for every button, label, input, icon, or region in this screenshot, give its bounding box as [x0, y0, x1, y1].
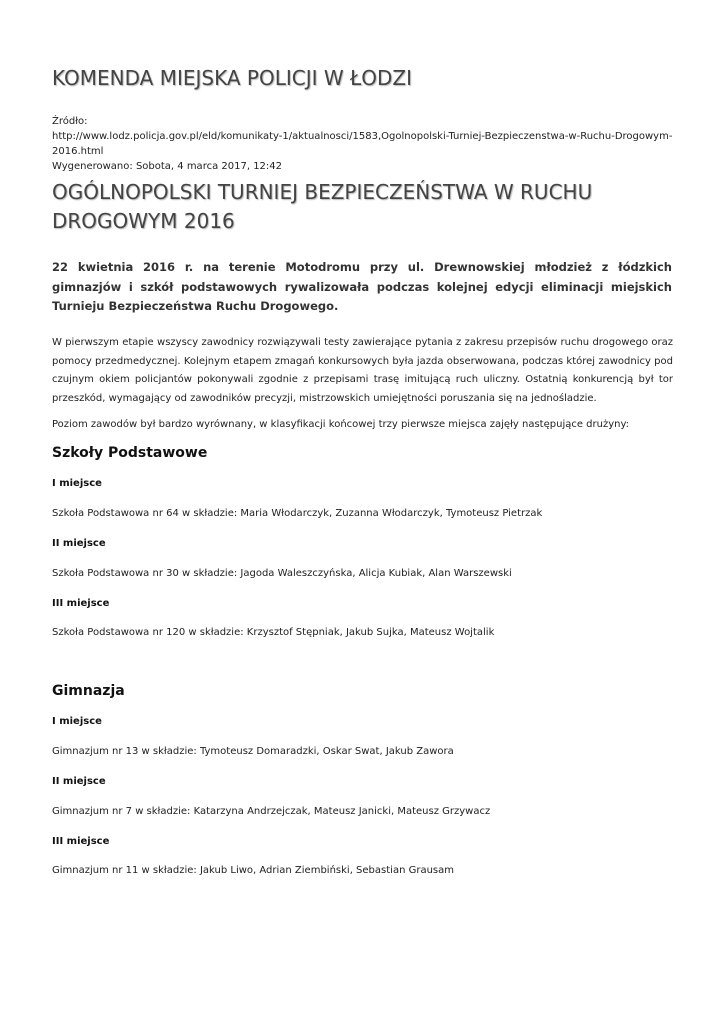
- team-entry: Szkoła Podstawowa nr 120 w składzie: Krzysztof Stępniak, Jakub Sujka, Mateusz Wojtalik: [52, 627, 495, 638]
- article-paragraph-1: W pierwszym etapie wszyscy zawodnicy rozwiązywali testy zawierające pytania z zakresu przepisów ruchu drogowego oraz pomocy przedmedycznej. Kolejnym etapem zmagań konkursowych była jazda obserwowana, podczas której zawodnicy pod czujnym okiem policjantów pokonywali zgodnie z przepisami trasę imitującą ruch uliczny. Ostatnią konkurencją był tor przeszkód, wymagający od zawodników precyzji, mistrzowskich umiejętności poruszania się na jednośladzie.: [52, 337, 673, 404]
- place-label: I miejsce: [52, 716, 102, 727]
- team-entry: Szkoła Podstawowa nr 64 w składzie: Maria Włodarczyk, Zuzanna Włodarczyk, Tymoteusz Pietrzak: [52, 508, 543, 519]
- generated-timestamp: Wygenerowano: Sobota, 4 marca 2017, 12:42: [52, 161, 283, 172]
- source-url-line-1[interactable]: http://www.lodz.policja.gov.pl/eld/komunikaty-1/aktualnosci/1583,Ogolnopolski-Turniej-Bezpieczenstwa-w-Ruchu-Drogowym-: [52, 131, 673, 142]
- source-url-line-2[interactable]: 2016.html: [52, 146, 104, 157]
- team-entry: Gimnazjum nr 13 w składzie: Tymoteusz Domaradzki, Oskar Swat, Jakub Zawora: [52, 746, 454, 757]
- article-lead: 22 kwietnia 2016 r. na terenie Motodromu przy ul. Drewnowskiej młodzież z łódzkich gimnazjów i szkół podstawowych rywalizowała podczas kolejnej edycji eliminacji miejskich Turnieju Bezpieczeństwa Ruchu Drogowego.: [52, 260, 672, 313]
- place-label: III miejsce: [52, 836, 110, 847]
- place-label: II miejsce: [52, 776, 106, 787]
- team-entry: Szkoła Podstawowa nr 30 w składzie: Jagoda Waleszczyńska, Alicja Kubiak, Alan Warszewski: [52, 568, 512, 579]
- team-entry: Gimnazjum nr 11 w składzie: Jakub Liwo, Adrian Ziembiński, Sebastian Grausam: [52, 865, 454, 876]
- article-paragraph-2: Poziom zawodów był bardzo wyrównany, w klasyfikacji końcowej trzy pierwsze miejsca zajęły następujące drużyny:: [52, 419, 630, 430]
- section-heading-primary-schools: Szkoły Podstawowe: [52, 445, 208, 461]
- place-label: II miejsce: [52, 538, 106, 549]
- place-label: I miejsce: [52, 478, 102, 489]
- place-label: III miejsce: [52, 598, 110, 609]
- article-title: OGÓLNOPOLSKI TURNIEJ BEZPIECZEŃSTWA W RUCHU DROGOWYM 2016: [52, 180, 593, 233]
- team-entry: Gimnazjum nr 7 w składzie: Katarzyna Andrzejczak, Mateusz Janicki, Mateusz Grzywacz: [52, 806, 491, 817]
- source-block: [52, 114, 674, 174]
- organization-title: KOMENDA MIEJSKA POLICJI W ŁODZI: [52, 66, 412, 90]
- source-label: Źródło:: [52, 116, 88, 127]
- section-heading-middle-schools: Gimnazja: [52, 683, 125, 699]
